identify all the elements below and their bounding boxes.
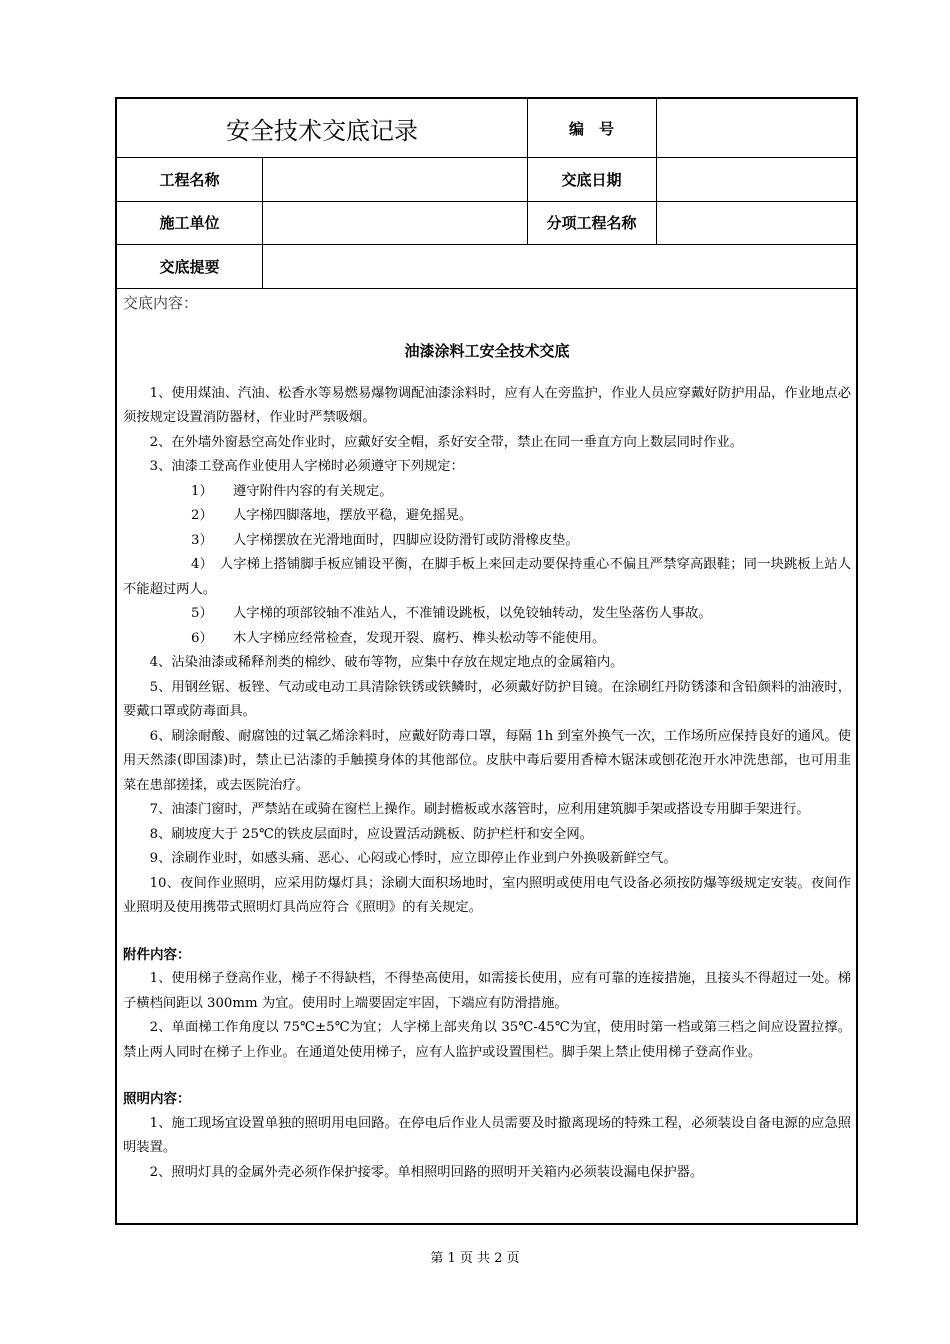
paragraph: 2、在外墙外窗悬空高处作业时，应戴好安全帽，系好安全带，禁止在同一垂直方向上数层同时作业。 — [149, 434, 744, 450]
date-field[interactable] — [656, 157, 858, 201]
date-label: 交底日期 — [561, 170, 622, 189]
paragraph: 10、夜间作业照明，应采用防爆灯具；涂刷大面积场地时，室内照明或使用电气设备必须按防爆等级规定安装。夜间作业照明及使用携带式照明灯具尚应符合《照明》的有关规定。 — [123, 875, 851, 915]
summary-field[interactable] — [262, 244, 858, 288]
lighting-heading: 照明内容： — [123, 1091, 191, 1107]
paragraph: 1、施工现场宜设置单独的照明用电回路。在停电后作业人员需要及时撤离现场的特殊工程，必须装设自备电源的应急照明装置。 — [123, 1115, 851, 1155]
annex-heading: 附件内容： — [123, 946, 191, 963]
sub-item: 6） 木人字梯应经常检查，发现开裂、腐朽、榫头松动等不能使用。 — [191, 630, 606, 646]
sub-item: 4） 人字梯上搭铺脚手板应铺设平衡，在脚手板上来回走动要保持重心不偏且严禁穿高跟鞋；同一块跳板上站人不能超过两人。 — [123, 557, 851, 597]
sub-item: 1） 遵守附件内容的有关规定。 — [191, 483, 393, 499]
sub-item: 5） 人字梯的项部铰轴不准站人，不准铺设跳板，以免铰轴转动，发生坠落伤人事故。 — [191, 606, 712, 621]
project-name-label: 工程名称 — [159, 170, 220, 189]
document-title: 油漆涂料工安全技术交底 — [404, 342, 570, 360]
paragraph: 3、油漆工登高作业使用人字梯时必须遵守下列规定： — [149, 459, 464, 474]
paragraph: 8、刷坡度大于 25℃的铁皮层面时，应设置活动跳板、防护栏杆和安全网。 — [149, 826, 593, 842]
paragraph: 7、油漆门窗时，严禁站在或骑在窗栏上操作。刷封檐板或水落管时，应利用建筑脚手架或搭设专用脚手架进行。 — [149, 802, 810, 817]
subproject-field[interactable] — [656, 201, 858, 244]
content-body — [123, 291, 851, 1185]
project-name-field[interactable] — [262, 157, 527, 201]
sub-item: 3） 人字梯摆放在光滑地面时，四脚应设防滑钉或防滑橡皮垫。 — [191, 532, 579, 548]
paragraph: 4、沾染油漆或稀释剂类的棉纱、破布等物，应集中存放在规定地点的金属箱内。 — [149, 655, 624, 670]
paragraph: 2、照明灯具的金属外壳必须作保护接零。单相照明回路的照明开关箱内必须装设漏电保护器。 — [149, 1164, 704, 1180]
unit-label: 施工单位 — [159, 214, 220, 232]
number-label: 编 号 — [568, 119, 614, 138]
paragraph: 2、单面梯工作角度以 75℃±5℃为宜；人字梯上部夹角以 35℃-45℃为宜，使用时第一档或第三档之间应设置拉撑。禁止两人同时在梯子上作业。在通道处使用梯子，应有人监护或设置围栏。脚手架上禁止使用梯子登高作业。 — [123, 1020, 851, 1060]
paragraph: 1、使用梯子登高作业，梯子不得缺档，不得垫高使用，如需接长使用，应有可靠的连接措施，且接头不得超过一处。梯子横档间距以 300mm 为宜。使用时上端要固定牢固，下端应有防滑措施。 — [123, 971, 851, 1011]
sub-item: 2） 人字梯四脚落地，摆放平稳，避免摇晃。 — [191, 508, 473, 523]
row-divider — [117, 288, 856, 289]
number-field[interactable] — [656, 99, 858, 157]
paragraph: 6、刷涂耐酸、耐腐蚀的过氧乙烯涂料时，应戴好防毒口罩，每隔 1h 到室外换气一次，工作场所应保持良好的通风。使用天然漆(即国漆)时，禁止已沾漆的手触摸身体的其他部位。皮肤中毒后要用香樟木锯沫或刨花泡开水冲洗患部，也可用韭菜在患部搓揉，或去医院治疗。 — [123, 728, 851, 793]
paragraph: 1、使用煤油、汽油、松香水等易燃易爆物调配油漆涂料时，应有人在旁监护，作业人员应穿戴好防护用品，作业地点必须按规定设置消防器材，作业时严禁吸烟。 — [123, 385, 851, 425]
page-title: 安全技术交底记录 — [226, 116, 418, 145]
subproject-label: 分项工程名称 — [546, 214, 637, 232]
paragraph: 5、用钢丝锯、板锉、气动或电动工具清除铁锈或铁鳞时，必须戴好防护目镜。在涂刷红丹防锈漆和含铅颜料的油液时，要戴口罩或防毒面具。 — [123, 679, 851, 719]
page-footer: 第 1 页 共 2 页 — [430, 1251, 520, 1266]
unit-field[interactable] — [262, 201, 527, 244]
paragraph: 9、涂刷作业时，如感头痛、恶心、心闷或心悸时，应立即停止作业到户外换吸新鲜空气。 — [149, 851, 677, 866]
record-sheet — [115, 97, 858, 1225]
content-lead: 交底内容： — [123, 294, 199, 312]
summary-label: 交底提要 — [159, 257, 220, 276]
